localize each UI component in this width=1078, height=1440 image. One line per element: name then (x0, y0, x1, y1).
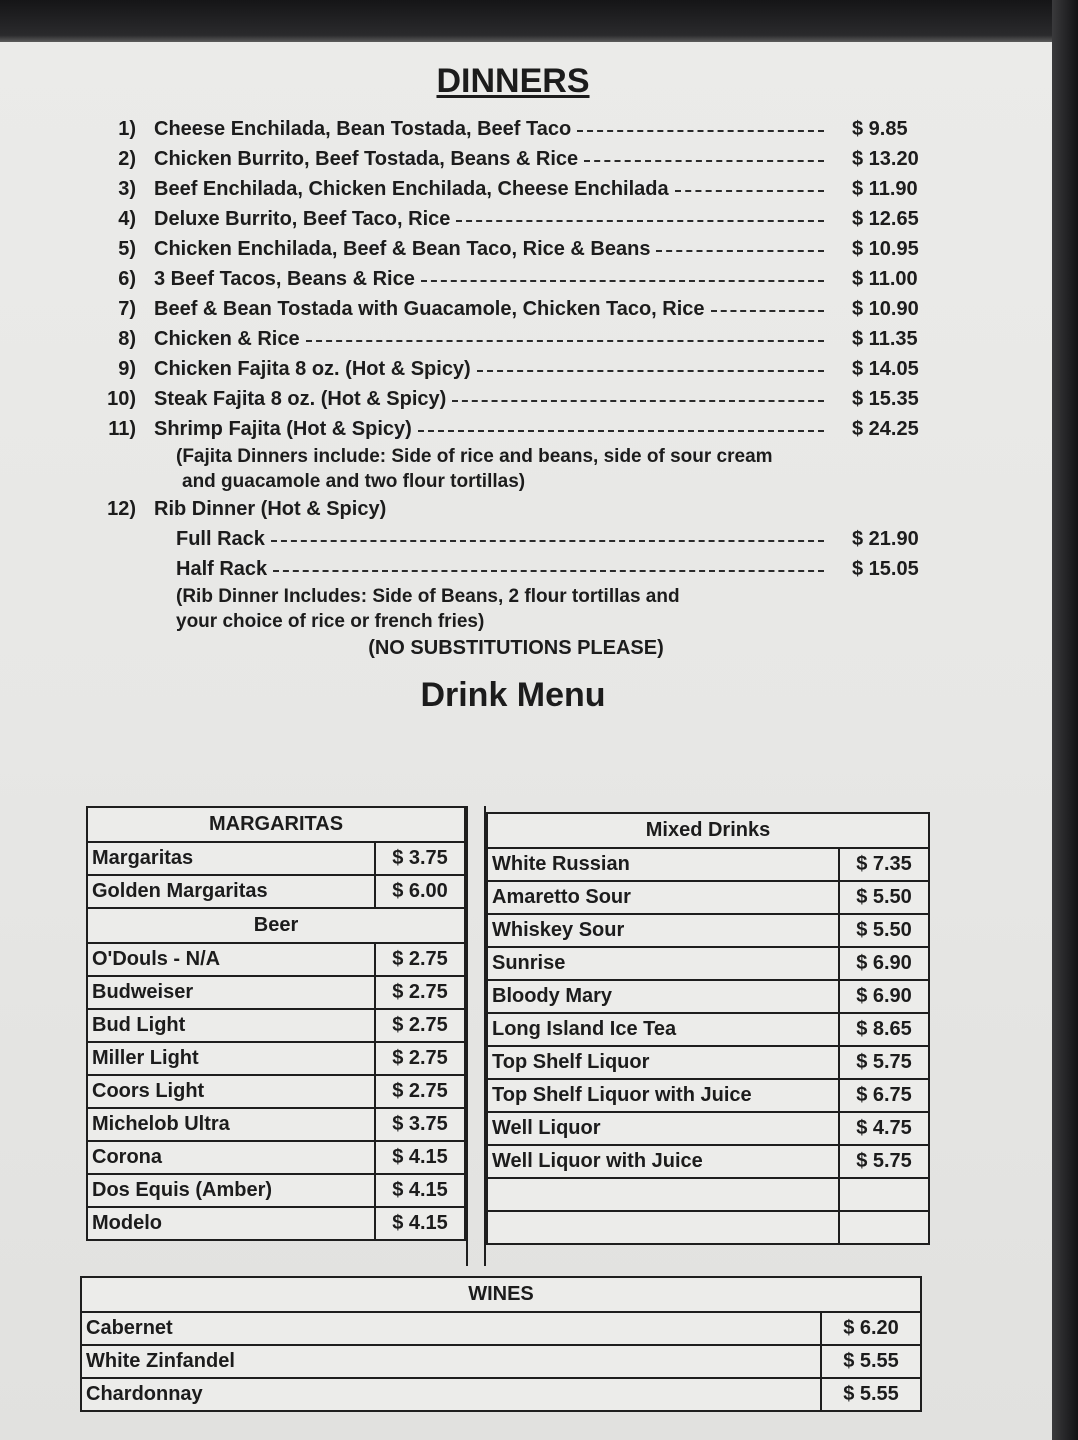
fajita-note-line: and guacamole and two flour tortillas) (182, 471, 526, 492)
dotted-leader (452, 400, 824, 402)
dotted-leader (271, 540, 824, 542)
drink-price: $ 6.00 (375, 875, 465, 908)
item-name: Chicken Enchilada, Beef & Bean Taco, Rice & Beans (154, 238, 651, 260)
drink-name: Well Liquor with Juice (487, 1145, 839, 1178)
drink-name: O'Douls - N/A (87, 943, 375, 976)
drink-price: $ 6.20 (821, 1312, 921, 1345)
drink-name: Bloody Mary (487, 980, 839, 1013)
rib-half-rack (96, 554, 936, 584)
empty-cell (839, 1178, 929, 1211)
item-number: 10) (107, 388, 136, 410)
drink-menu-title: Drink Menu (420, 676, 606, 714)
item-number: 12) (107, 498, 136, 520)
table-row (87, 1141, 465, 1174)
table-row (87, 943, 465, 976)
drink-name: Corona (87, 1141, 375, 1174)
table-row (87, 976, 465, 1009)
item-name: Chicken & Rice (154, 328, 300, 350)
table-row (487, 1046, 929, 1079)
dinner-item (96, 204, 936, 234)
item-name: Beef & Bean Tostada with Guacamole, Chicken Taco, Rice (154, 298, 705, 320)
item-name: Deluxe Burrito, Beef Taco, Rice (154, 208, 451, 230)
item-name: Half Rack (176, 558, 268, 580)
table-row (81, 1345, 921, 1378)
table-row (487, 914, 929, 947)
item-price: $ 10.95 (852, 238, 919, 260)
item-name: Shrimp Fajita (Hot & Spicy) (154, 418, 412, 440)
wines-header: WINES (81, 1277, 921, 1312)
dotted-leader (456, 220, 824, 222)
empty-cell (487, 1211, 839, 1244)
item-number: 2) (118, 148, 136, 170)
drink-name: Bud Light (87, 1009, 375, 1042)
dotted-leader (711, 310, 824, 312)
drink-price: $ 3.75 (375, 1108, 465, 1141)
dinner-item (96, 234, 936, 264)
drink-name: White Zinfandel (81, 1345, 821, 1378)
drink-price: $ 2.75 (375, 1009, 465, 1042)
item-price: $ 13.20 (852, 148, 919, 170)
drink-price: $ 5.50 (839, 914, 929, 947)
drink-name: Top Shelf Liquor (487, 1046, 839, 1079)
item-price: $ 12.65 (852, 208, 919, 230)
dinner-item (96, 144, 936, 174)
table-row (81, 1312, 921, 1345)
empty-cell (839, 1211, 929, 1244)
item-price: $ 11.90 (852, 178, 918, 200)
table-row (487, 1145, 929, 1178)
item-name: Chicken Fajita 8 oz. (Hot & Spicy) (154, 358, 471, 380)
dinner-item (96, 384, 936, 414)
dotted-leader (577, 130, 824, 132)
drink-price: $ 6.90 (839, 980, 929, 1013)
item-price: $ 11.35 (852, 328, 918, 350)
drink-name: Dos Equis (Amber) (87, 1174, 375, 1207)
rib-full-rack (96, 524, 936, 554)
drink-name: Long Island Ice Tea (487, 1013, 839, 1046)
drink-price: $ 2.75 (375, 1075, 465, 1108)
table-row (87, 1207, 465, 1240)
table-divider (466, 806, 486, 1266)
item-number: 4) (118, 208, 136, 230)
drink-name: Top Shelf Liquor with Juice (487, 1079, 839, 1112)
drink-price: $ 3.75 (375, 842, 465, 875)
menu-page (0, 42, 1052, 1440)
beer-header: Beer (87, 908, 465, 943)
rib-note (176, 584, 936, 634)
drink-price: $ 4.15 (375, 1141, 465, 1174)
table-row (87, 1042, 465, 1075)
table-row (81, 1378, 921, 1411)
table-row (487, 1013, 929, 1046)
fajita-note-line: (Fajita Dinners include: Side of rice and beans, side of sour cream (176, 446, 773, 467)
dinner-item (96, 324, 936, 354)
item-number: 6) (118, 268, 136, 290)
drink-price: $ 2.75 (375, 943, 465, 976)
item-name: Full Rack (176, 528, 265, 550)
dinner-item (96, 114, 936, 144)
dinner-item (96, 264, 936, 294)
drink-price: $ 5.50 (839, 881, 929, 914)
rib-note-line: your choice of rice or french fries) (176, 611, 485, 632)
table-row (87, 1075, 465, 1108)
drink-price: $ 5.75 (839, 1046, 929, 1079)
dotted-leader (306, 340, 824, 342)
item-price: $ 9.85 (852, 118, 908, 140)
item-name: Rib Dinner (Hot & Spicy) (154, 498, 387, 520)
drink-name: Amaretto Sour (487, 881, 839, 914)
item-name: Beef Enchilada, Chicken Enchilada, Cheese Enchilada (154, 178, 669, 200)
item-number: 9) (118, 358, 136, 380)
binder-edge-right (1052, 0, 1078, 1440)
item-name: Steak Fajita 8 oz. (Hot & Spicy) (154, 388, 447, 410)
item-number: 8) (118, 328, 136, 350)
dinner-item (96, 174, 936, 204)
table-row (487, 980, 929, 1013)
drink-name: Budweiser (87, 976, 375, 1009)
margaritas-header: MARGARITAS (87, 807, 465, 842)
drink-price: $ 8.65 (839, 1013, 929, 1046)
dinner-list (96, 114, 936, 662)
item-number: 1) (118, 118, 136, 140)
item-number: 11) (108, 418, 136, 440)
drink-name: Miller Light (87, 1042, 375, 1075)
drink-name: Michelob Ultra (87, 1108, 375, 1141)
no-substitutions-note: (NO SUBSTITUTIONS PLEASE) (368, 637, 664, 659)
dinners-title: DINNERS (436, 62, 590, 100)
dinner-item (96, 294, 936, 324)
item-price: $ 10.90 (852, 298, 919, 320)
dotted-leader (421, 280, 824, 282)
dotted-leader (584, 160, 824, 162)
dotted-leader (675, 190, 824, 192)
drink-price: $ 4.75 (839, 1112, 929, 1145)
drink-name: Cabernet (81, 1312, 821, 1345)
rib-note-line: (Rib Dinner Includes: Side of Beans, 2 flour tortillas and (176, 586, 680, 607)
drink-price: $ 2.75 (375, 1042, 465, 1075)
dotted-leader (656, 250, 824, 252)
table-row (87, 842, 465, 875)
item-name: 3 Beef Tacos, Beans & Rice (154, 268, 415, 290)
drink-price: $ 5.55 (821, 1378, 921, 1411)
table-row (87, 1174, 465, 1207)
table-row (487, 947, 929, 980)
item-price: $ 14.05 (852, 358, 919, 380)
table-row (87, 1108, 465, 1141)
item-number: 7) (118, 298, 136, 320)
table-row (487, 881, 929, 914)
drink-name: Well Liquor (487, 1112, 839, 1145)
drink-name: Modelo (87, 1207, 375, 1240)
drink-name: Margaritas (87, 842, 375, 875)
table-row (87, 875, 465, 908)
margaritas-beer-table (86, 806, 466, 1241)
item-name: Cheese Enchilada, Bean Tostada, Beef Taco (154, 118, 572, 140)
drink-name: Chardonnay (81, 1378, 821, 1411)
drink-price: $ 2.75 (375, 976, 465, 1009)
drink-price: $ 6.90 (839, 947, 929, 980)
rib-dinner-item (96, 494, 936, 524)
binder-edge-top (0, 0, 1078, 44)
empty-row (487, 1211, 929, 1244)
drink-price: $ 5.75 (839, 1145, 929, 1178)
drink-name: Sunrise (487, 947, 839, 980)
table-row (487, 1079, 929, 1112)
drink-name: Golden Margaritas (87, 875, 375, 908)
table-row (487, 848, 929, 881)
mixed-drinks-header: Mixed Drinks (487, 813, 929, 848)
drink-price: $ 7.35 (839, 848, 929, 881)
item-price: $ 21.90 (852, 528, 919, 550)
table-row (87, 1009, 465, 1042)
empty-cell (487, 1178, 839, 1211)
drink-name: White Russian (487, 848, 839, 881)
item-name: Chicken Burrito, Beef Tostada, Beans & Rice (154, 148, 579, 170)
drink-price: $ 6.75 (839, 1079, 929, 1112)
empty-row (487, 1178, 929, 1211)
item-price: $ 15.05 (852, 558, 919, 580)
wines-table (80, 1276, 922, 1412)
dotted-leader (477, 370, 824, 372)
item-price: $ 11.00 (852, 268, 918, 290)
item-number: 3) (118, 178, 136, 200)
drink-name: Whiskey Sour (487, 914, 839, 947)
item-price: $ 24.25 (852, 418, 919, 440)
drink-price: $ 5.55 (821, 1345, 921, 1378)
item-number: 5) (118, 238, 136, 260)
dotted-leader (418, 430, 824, 432)
drink-price: $ 4.15 (375, 1174, 465, 1207)
dotted-leader (273, 570, 824, 572)
table-row (487, 1112, 929, 1145)
mixed-drinks-table (486, 812, 930, 1245)
fajita-note (176, 444, 936, 494)
dinner-item (96, 354, 936, 384)
drink-price: $ 4.15 (375, 1207, 465, 1240)
dinner-item (96, 414, 936, 444)
drink-name: Coors Light (87, 1075, 375, 1108)
item-price: $ 15.35 (852, 388, 919, 410)
